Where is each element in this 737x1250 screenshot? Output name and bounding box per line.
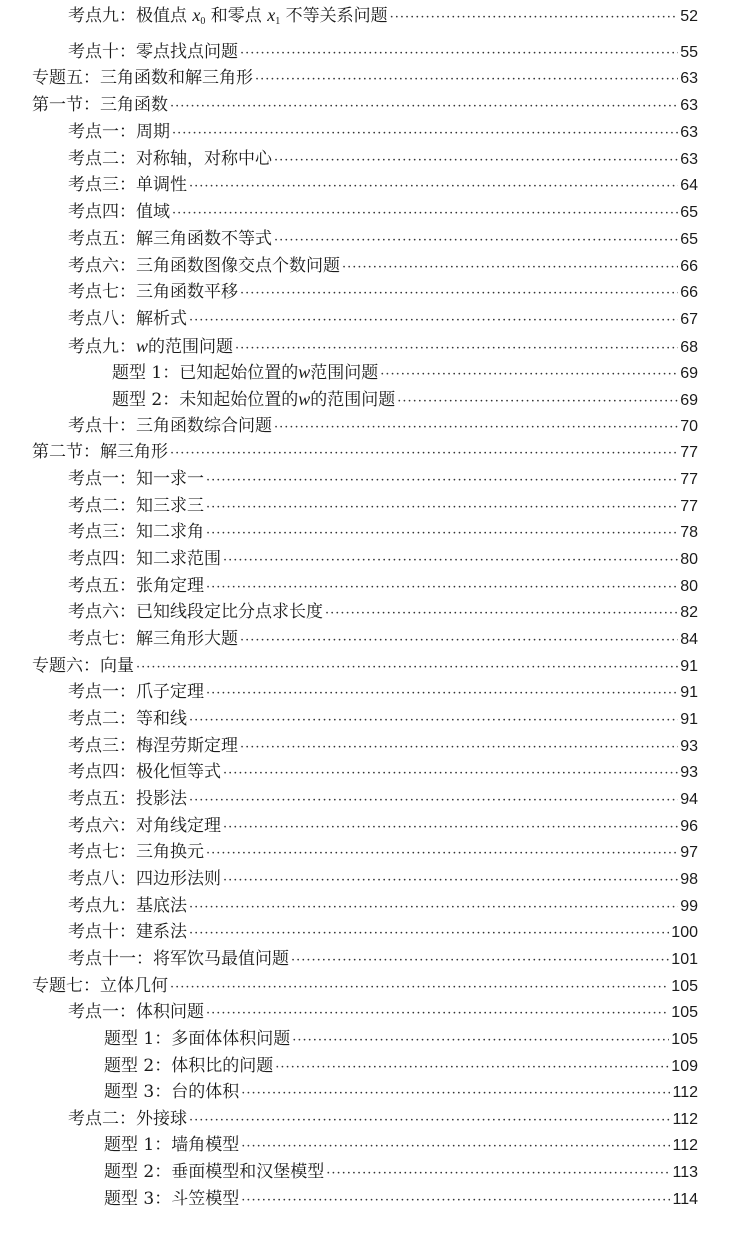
dot-leader — [189, 922, 669, 946]
toc-entry[interactable] — [32, 974, 698, 998]
page-number: 65 — [680, 231, 698, 248]
toc-entry[interactable] — [32, 440, 698, 464]
toc-entry-title: 第一节：三角函数 — [32, 95, 168, 115]
page-number: 98 — [680, 871, 698, 888]
dot-leader — [136, 656, 678, 680]
page-number: 100 — [671, 924, 698, 941]
page-number: 105 — [671, 1031, 698, 1048]
toc-entry[interactable] — [68, 307, 698, 331]
toc-entry[interactable] — [104, 1080, 698, 1104]
dot-leader — [189, 896, 678, 920]
page-number: 113 — [672, 1164, 698, 1181]
page-number: 84 — [680, 631, 698, 648]
toc-entry[interactable] — [68, 1107, 698, 1131]
toc-entry[interactable] — [68, 627, 698, 651]
page-number: 66 — [680, 284, 698, 301]
toc-entry[interactable] — [68, 1000, 698, 1024]
toc-entry[interactable] — [68, 3, 698, 27]
toc-entry-title: 考点四：值域 — [68, 202, 170, 222]
toc-entry[interactable] — [112, 387, 698, 411]
math-variable: w — [136, 336, 149, 356]
toc-entry[interactable] — [68, 173, 698, 197]
page-number: 66 — [680, 258, 698, 275]
page-number: 105 — [671, 1004, 698, 1021]
page-number: 63 — [680, 151, 698, 168]
dot-leader — [189, 709, 678, 733]
math-variable: $x_1$ — [267, 5, 281, 27]
page-number: 80 — [680, 551, 698, 568]
dot-leader — [206, 682, 678, 706]
toc-entry-title: 考点四：极化恒等式 — [68, 762, 221, 782]
dot-leader — [206, 522, 678, 546]
toc-entry-title: 考点四：知二求范围 — [68, 549, 221, 569]
dot-leader — [235, 337, 678, 361]
toc-entry-title: 考点六：对角线定理 — [68, 816, 221, 836]
page-number: 91 — [680, 711, 698, 728]
page-number: 64 — [680, 177, 698, 194]
dot-leader — [274, 229, 678, 253]
toc-entry[interactable] — [68, 120, 698, 144]
toc-entry-title: 考点十：三角函数综合问题 — [68, 416, 272, 436]
toc-entry[interactable] — [68, 707, 698, 731]
page-number: 91 — [680, 684, 698, 701]
page-number: 63 — [680, 124, 698, 141]
page-number: 69 — [680, 392, 698, 409]
toc-entry-title: 考点七：三角换元 — [68, 842, 204, 862]
toc-entry-title: 考点二：等和线 — [68, 709, 187, 729]
dot-leader — [189, 175, 678, 199]
toc-entry-title: 考点八：四边形法则 — [68, 869, 221, 889]
toc-entry[interactable] — [68, 920, 698, 944]
toc-entry[interactable] — [68, 547, 698, 571]
page-number: 68 — [680, 339, 698, 356]
page-number: 112 — [672, 1084, 698, 1101]
toc-entry[interactable] — [68, 600, 698, 624]
toc-entry-title: 考点六：已知线段定比分点求长度 — [68, 602, 323, 622]
toc-entry[interactable] — [104, 1133, 698, 1157]
toc-entry[interactable] — [68, 787, 698, 811]
toc-entry-title: 题型 3：台的体积 — [104, 1082, 240, 1102]
dot-leader — [170, 976, 669, 1000]
dot-leader — [274, 149, 678, 173]
toc-entry-title: 题型 2：体积比的问题 — [104, 1056, 274, 1076]
toc-entry-title: 考点三：单调性 — [68, 175, 187, 195]
page-number: 69 — [680, 365, 698, 382]
dot-leader — [241, 1082, 670, 1106]
page-number: 101 — [671, 951, 698, 968]
dot-leader — [275, 1056, 669, 1080]
dot-leader — [223, 549, 678, 573]
page-number: 93 — [680, 738, 698, 755]
page-number: 93 — [680, 764, 698, 781]
dot-leader — [241, 1189, 670, 1213]
toc-entry-title: 专题五：三角函数和解三角形 — [32, 68, 253, 88]
page-number: 105 — [671, 978, 698, 995]
dot-leader — [342, 256, 678, 280]
dot-leader — [206, 496, 678, 520]
dot-leader — [189, 1109, 670, 1133]
page-number: 80 — [680, 578, 698, 595]
toc-entry[interactable] — [68, 947, 698, 971]
toc-entry-title: 考点七：三角函数平移 — [68, 282, 238, 302]
toc-entry-title: 专题七：立体几何 — [32, 976, 168, 996]
dot-leader — [172, 202, 678, 226]
toc-entry-title: 考点一：体积问题 — [68, 1002, 204, 1022]
dot-leader — [241, 1135, 670, 1159]
toc-entry[interactable] — [68, 520, 698, 544]
toc-entry-title: 考点七：解三角形大题 — [68, 629, 238, 649]
dot-leader — [223, 762, 678, 786]
toc-entry-title: 考点五：张角定理 — [68, 576, 204, 596]
page-number: 78 — [680, 524, 698, 541]
toc-entry[interactable] — [68, 200, 698, 224]
page-number: 112 — [672, 1111, 698, 1128]
page-number: 77 — [680, 444, 698, 461]
dot-leader — [170, 442, 678, 466]
dot-leader — [223, 869, 678, 893]
toc-entry-title: 题型 1：墙角模型 — [104, 1135, 240, 1155]
dot-leader — [206, 576, 678, 600]
math-variable: w — [298, 362, 311, 382]
toc-entry[interactable] — [68, 147, 698, 171]
toc-entry[interactable] — [68, 467, 698, 491]
page-number: 55 — [680, 44, 698, 61]
toc-entry[interactable] — [32, 654, 698, 678]
toc-entry[interactable] — [104, 1160, 698, 1184]
page-number: 99 — [680, 898, 698, 915]
toc-entry[interactable] — [104, 1054, 698, 1078]
dot-leader — [206, 1002, 669, 1026]
page-number: 91 — [680, 658, 698, 675]
toc-entry[interactable] — [68, 494, 698, 518]
dot-leader — [240, 736, 678, 760]
math-variable: $x_0$ — [192, 5, 206, 27]
toc-entry-title: 专题六：向量 — [32, 656, 134, 676]
dot-leader — [325, 602, 678, 626]
dot-leader — [206, 842, 678, 866]
toc-entry-title: 考点一：爪子定理 — [68, 682, 204, 702]
page-number: 77 — [680, 498, 698, 515]
toc-entry[interactable] — [68, 734, 698, 758]
page-number: 96 — [680, 818, 698, 835]
toc-entry[interactable] — [68, 334, 698, 358]
page-number: 67 — [680, 311, 698, 328]
page-number: 109 — [671, 1058, 698, 1075]
page-number: 52 — [680, 8, 698, 25]
toc-entry-title: 题型 1：多面体体积问题 — [104, 1029, 291, 1049]
toc-entry[interactable] — [68, 840, 698, 864]
page-number: 70 — [680, 418, 698, 435]
toc-entry-title: 考点十：零点找点问题 — [68, 42, 238, 62]
toc-entry-title: 考点九：极值点 $x_0$ 和零点 $x_1$ 不等关系问题 — [68, 5, 388, 27]
dot-leader — [292, 1029, 669, 1053]
toc-entry[interactable] — [68, 680, 698, 704]
page-number: 82 — [680, 604, 698, 621]
toc-entry-title: 第二节：解三角形 — [32, 442, 168, 462]
dot-leader — [172, 122, 678, 146]
toc-entry-title: 题型 2：未知起始位置的w的范围问题 — [112, 389, 396, 410]
toc-entry[interactable] — [104, 1187, 698, 1211]
toc-entry-title: 考点九：基底法 — [68, 896, 187, 916]
dot-leader — [189, 309, 678, 333]
page-number: 112 — [672, 1137, 698, 1154]
toc-entry-title: 考点三：梅涅劳斯定理 — [68, 736, 238, 756]
toc-entry-title: 考点二：对称轴，对称中心 — [68, 149, 272, 169]
toc-entry-title: 考点十一：将军饮马最值问题 — [68, 949, 289, 969]
dot-leader — [380, 363, 678, 387]
toc-entry[interactable] — [32, 66, 698, 90]
dot-leader — [255, 68, 678, 92]
dot-leader — [206, 469, 678, 493]
toc-entry-title: 考点五：投影法 — [68, 789, 187, 809]
toc-entry[interactable] — [68, 867, 698, 891]
toc-entry-title: 考点五：解三角函数不等式 — [68, 229, 272, 249]
toc-entry[interactable] — [112, 360, 698, 384]
dot-leader — [326, 1162, 670, 1186]
page-number: 97 — [680, 844, 698, 861]
math-variable: w — [298, 389, 311, 409]
dot-leader — [397, 390, 678, 414]
toc-entry[interactable] — [32, 93, 698, 117]
toc-entry-title: 题型 3：斗笠模型 — [104, 1189, 240, 1209]
toc-entry-title: 考点一：知一求一 — [68, 469, 204, 489]
dot-leader — [223, 816, 678, 840]
dot-leader — [189, 789, 678, 813]
toc-entry-title: 考点二：外接球 — [68, 1109, 187, 1129]
toc-entry-title: 考点一：周期 — [68, 122, 170, 142]
page-number: 77 — [680, 471, 698, 488]
toc-entry[interactable] — [104, 1027, 698, 1051]
toc-entry[interactable] — [68, 760, 698, 784]
dot-leader — [240, 282, 678, 306]
toc-entry[interactable] — [68, 280, 698, 304]
dot-leader — [240, 42, 678, 66]
toc-entry[interactable] — [68, 814, 698, 838]
dot-leader — [240, 629, 678, 653]
toc-entry-title: 考点八：解析式 — [68, 309, 187, 329]
toc-entry-title: 考点十：建系法 — [68, 922, 187, 942]
toc-entry-title: 题型 2：垂面模型和汉堡模型 — [104, 1162, 325, 1182]
dot-leader — [390, 6, 679, 30]
toc-entry-title: 考点六：三角函数图像交点个数问题 — [68, 256, 340, 276]
toc-entry[interactable] — [68, 894, 698, 918]
toc-entry-title: 考点三：知二求角 — [68, 522, 204, 542]
toc-entry[interactable] — [68, 254, 698, 278]
toc-entry[interactable] — [68, 227, 698, 251]
dot-leader — [291, 949, 669, 973]
toc-entry-title: 题型 1：已知起始位置的w范围问题 — [112, 362, 379, 383]
toc-entry[interactable] — [68, 40, 698, 64]
dot-leader — [274, 416, 678, 440]
toc-entry[interactable] — [68, 414, 698, 438]
page-number: 94 — [680, 791, 698, 808]
page-number: 63 — [680, 70, 698, 87]
page-number: 114 — [672, 1191, 698, 1208]
page-number: 65 — [680, 204, 698, 221]
dot-leader — [170, 95, 678, 119]
toc-entry-title: 考点二：知三求三 — [68, 496, 204, 516]
toc-entry-title: 考点九：w的范围问题 — [68, 336, 234, 357]
page-number: 63 — [680, 97, 698, 114]
toc-entry[interactable] — [68, 574, 698, 598]
